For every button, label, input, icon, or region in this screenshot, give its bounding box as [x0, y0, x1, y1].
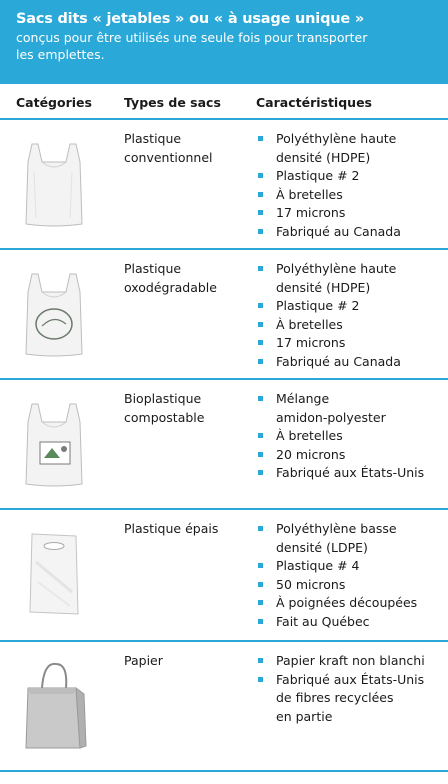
table-row — [0, 642, 448, 772]
list-item: Fait au Québec — [256, 613, 442, 632]
subtitle-line-1: conçus pour être utilisés une seule fois pour transporter — [16, 30, 368, 45]
paper-bag-icon — [14, 654, 94, 754]
subtitle-line-2: les emplettes. — [16, 47, 105, 62]
list-item: À bretelles — [256, 316, 442, 335]
features-list — [256, 520, 442, 632]
list-item: À poignées découpées — [256, 594, 442, 613]
list-item: Fabriqué aux États-Unis — [256, 464, 442, 483]
column-header-categories: Catégories — [16, 95, 92, 110]
die-cut-bag-icon — [14, 522, 94, 622]
list-item: Mélange — [256, 390, 442, 409]
list-item: Plastique # 4 — [256, 557, 442, 576]
list-item-continuation: en partie — [276, 708, 333, 724]
list-item-continuation: amidon-polyester — [276, 409, 386, 425]
list-item: 20 microns — [256, 446, 442, 465]
list-item: À bretelles — [256, 186, 442, 205]
list-item: Polyéthylène basse — [256, 520, 442, 539]
list-item-continuation: de fibres recyclées — [276, 690, 394, 706]
list-item: 17 microns — [256, 334, 442, 353]
list-item: Polyéthylène haute — [256, 260, 442, 279]
bag-type-label: Plastique conventionnel — [124, 131, 213, 165]
list-item: Fabriqué au Canada — [256, 223, 442, 242]
table-row — [0, 120, 448, 250]
bag-type-label: Plastique épais — [124, 521, 219, 536]
features-list — [256, 130, 442, 242]
list-item: Papier kraft non blanchi — [256, 652, 442, 671]
table-row — [0, 380, 448, 510]
list-item: Plastique # 2 — [256, 297, 442, 316]
list-item-continuation: densité (HDPE) — [276, 149, 371, 165]
list-item-continuation: densité (LDPE) — [276, 539, 368, 555]
list-item: Fabriqué aux États-Unis — [256, 671, 442, 690]
features-list — [256, 652, 442, 726]
plastic-bag-icon — [14, 262, 94, 362]
features-list — [256, 390, 442, 483]
list-item: Fabriqué au Canada — [256, 353, 442, 372]
header-banner — [0, 0, 448, 84]
features-list — [256, 260, 442, 372]
column-header-features: Caractéristiques — [256, 95, 372, 110]
list-item: 50 microns — [256, 576, 442, 595]
column-header-types: Types de sacs — [124, 95, 221, 110]
list-item: 17 microns — [256, 204, 442, 223]
bag-type-label: Papier — [124, 653, 163, 668]
table-row — [0, 510, 448, 642]
plastic-bag-icon — [14, 132, 94, 232]
list-item: Polyéthylène haute — [256, 130, 442, 149]
column-header-row — [0, 84, 448, 120]
bag-type-label: Plastique oxodégradable — [124, 261, 217, 295]
plastic-bag-icon — [14, 392, 94, 492]
list-item: Plastique # 2 — [256, 167, 442, 186]
table-row — [0, 250, 448, 380]
page-title: Sacs dits « jetables » ou « à usage unique » — [16, 11, 365, 27]
list-item-continuation: densité (HDPE) — [276, 279, 371, 295]
bag-type-label: Bioplastique compostable — [124, 391, 205, 425]
list-item: À bretelles — [256, 427, 442, 446]
